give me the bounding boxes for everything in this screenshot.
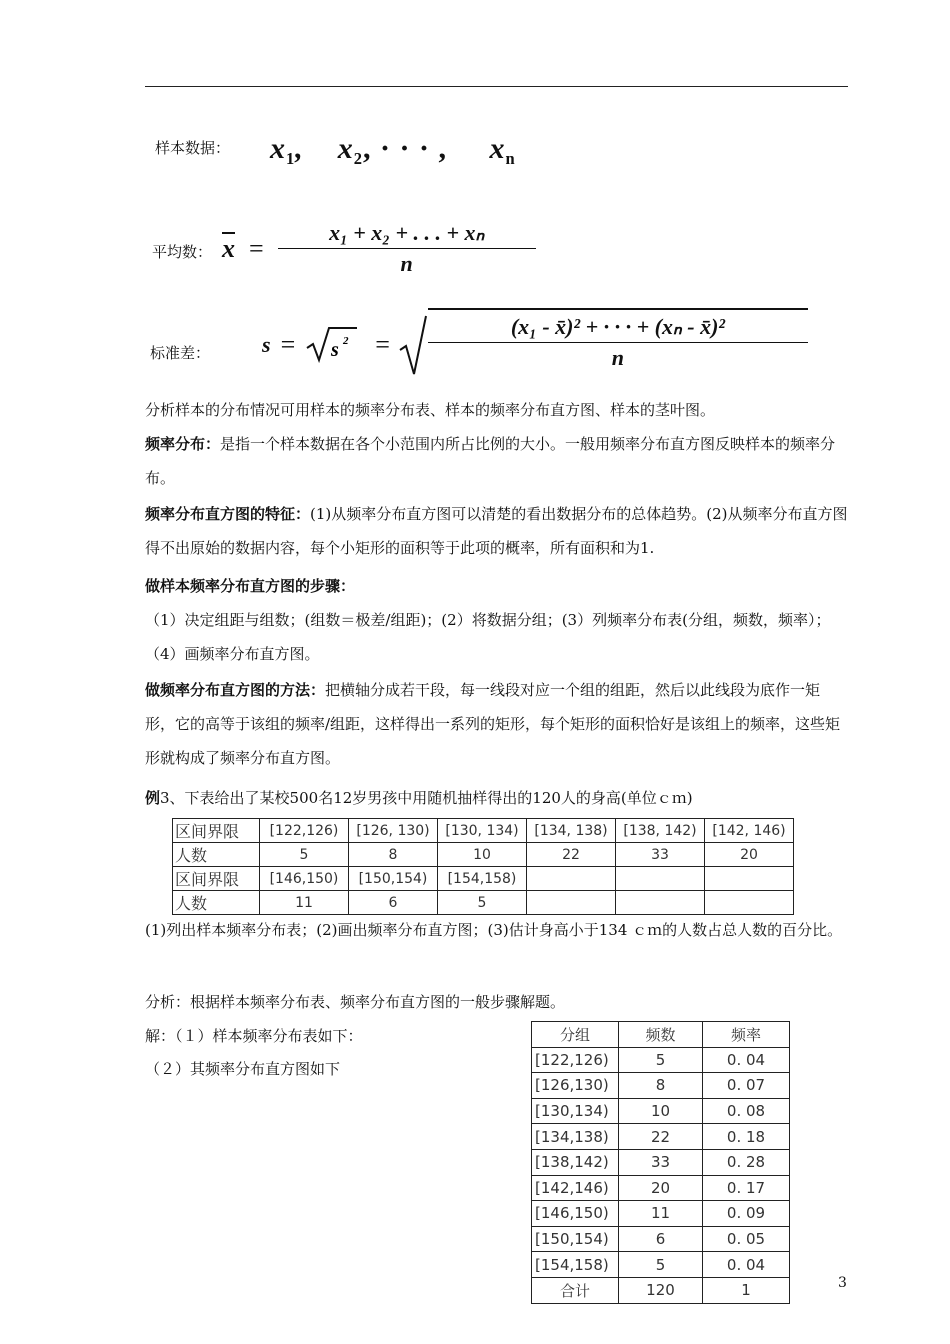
table-cell: 11 <box>619 1201 703 1227</box>
table-row <box>173 819 794 843</box>
table-row <box>173 843 794 867</box>
table-cell <box>705 867 794 891</box>
table-cell: [130, 134) <box>438 819 527 843</box>
table-cell: [150,154) <box>349 867 438 891</box>
table-row <box>532 1149 790 1175</box>
table-row <box>532 1124 790 1150</box>
para-analysis-methods: 分析样本的分布情况可用样本的频率分布表、样本的频率分布直方图、样本的茎叶图。 <box>145 401 716 419</box>
table-cell: 0. 28 <box>703 1149 790 1175</box>
table-cell: 5 <box>619 1252 703 1278</box>
table-cell: 0. 07 <box>703 1073 790 1099</box>
table-row <box>173 891 794 915</box>
table-cell <box>616 891 705 915</box>
table-cell: 8 <box>349 843 438 867</box>
table-cell: [138,142) <box>532 1149 619 1175</box>
table-cell: [146,150) <box>260 867 349 891</box>
std-s2-sup: 2 <box>343 335 349 347</box>
table-cell: [122,126) <box>532 1047 619 1073</box>
table-header-cell: 人数 <box>173 891 260 915</box>
table-cell: 0. 18 <box>703 1124 790 1150</box>
table-cell: 8 <box>619 1073 703 1099</box>
para-solution-1: 解：（１）样本频率分布表如下： <box>145 1027 363 1045</box>
table-cell: 11 <box>260 891 349 915</box>
para-solution-2: （２）其频率分布直方图如下 <box>145 1060 341 1078</box>
table-cell: 合计 <box>532 1277 619 1303</box>
table-cell: 5 <box>260 843 349 867</box>
table-header-cell: 频率 <box>703 1022 790 1048</box>
table-cell: [126, 130) <box>349 819 438 843</box>
table-cell: [122,126) <box>260 819 349 843</box>
table-cell <box>527 867 616 891</box>
table-header-cell: 区间界限 <box>173 867 260 891</box>
header-rule <box>145 86 848 87</box>
sample-data-formula: $x_1$, $x_2$, · · · , $x_n$ <box>270 132 516 168</box>
table-cell: 20 <box>619 1175 703 1201</box>
table-cell: 5 <box>619 1047 703 1073</box>
para-steps: （1）决定组距与组数；(组数＝极差/组距)；(2）将数据分组；(3）列频率分布表(分组，频数，频率）；（4）画频率分布直方图。 <box>145 611 831 663</box>
para-example3: 例3、下表给出了某校500名12岁男孩中用随机抽样得出的120人的身高(单位ｃｍ) <box>145 789 693 807</box>
table-cell: 5 <box>438 891 527 915</box>
table-row <box>532 1201 790 1227</box>
table-cell: 120 <box>619 1277 703 1303</box>
table-cell: [146,150) <box>532 1201 619 1227</box>
table-cell: 22 <box>619 1124 703 1150</box>
table-cell <box>705 891 794 915</box>
table-header-cell: 区间界限 <box>173 819 260 843</box>
table-row <box>532 1047 790 1073</box>
table-cell: 0. 17 <box>703 1175 790 1201</box>
table-header-cell: 频数 <box>619 1022 703 1048</box>
table-cell: 20 <box>705 843 794 867</box>
table-cell: 33 <box>616 843 705 867</box>
table-cell <box>616 867 705 891</box>
sqrt-sign-icon <box>305 326 359 364</box>
para-questions: (1)列出样本频率分布表；(2)画出频率分布直方图；(3)估计身高小于134 ｃｍ的人数占总人数的百分比。 <box>145 921 843 939</box>
table-cell: 22 <box>527 843 616 867</box>
table-row <box>173 867 794 891</box>
table-cell <box>527 891 616 915</box>
table-cell: 10 <box>438 843 527 867</box>
table-cell: 0. 05 <box>703 1226 790 1252</box>
table-cell: 0. 04 <box>703 1252 790 1278</box>
frequency-distribution-table <box>531 1021 790 1304</box>
para-analysis: 分析：根据样本频率分布表、频率分布直方图的一般步骤解题。 <box>145 993 566 1011</box>
table-cell: [130,134) <box>532 1098 619 1124</box>
big-sqrt-sign-icon <box>398 314 428 376</box>
table-cell: [142,146) <box>532 1175 619 1201</box>
std-formula: s = s 2 = $\frac{\text{(x₁ - x̄)² + · · · + (xₙ - x̄)²}}{n}$ <box>262 314 808 376</box>
table-cell: [126,130) <box>532 1073 619 1099</box>
height-data-table <box>172 818 794 915</box>
table-cell: [142, 146) <box>705 819 794 843</box>
table-row <box>532 1073 790 1099</box>
table-row <box>532 1098 790 1124</box>
table-cell: [134, 138) <box>527 819 616 843</box>
table-cell: [154,158) <box>438 867 527 891</box>
table-cell: 0. 09 <box>703 1201 790 1227</box>
mean-formula: $\overline{x}$ = $\frac{\text{x₁ + x₂ + . . . + xₙ}}{n}$ <box>222 220 536 277</box>
table-cell: 1 <box>703 1277 790 1303</box>
table-cell: 6 <box>349 891 438 915</box>
table-row <box>532 1175 790 1201</box>
table-cell: [138, 142) <box>616 819 705 843</box>
table-total-row <box>532 1277 790 1303</box>
std-s2-text: s <box>331 339 340 361</box>
para-steps-title: 做样本频率分布直方图的步骤： <box>145 577 356 595</box>
page-number: 3 <box>838 1275 847 1291</box>
sample-data-label: 样本数据： <box>155 139 231 157</box>
table-header-cell: 人数 <box>173 843 260 867</box>
para-freq-dist: 频率分布：是指一个样本数据在各个小范围内所占比例的大小。一般用频率分布直方图反映样本的频率分布。 <box>145 435 836 487</box>
para-method: 做频率分布直方图的方法：把横轴分成若干段，每一线段对应一个组的组距，然后以此线段为底作一矩形，它的高等于该组的频率/组距，这样得出一系列的矩形，每个矩形的面积恰好是该组上的频率，这些矩形就构成了频率分布直方图。 <box>145 681 841 767</box>
std-label: 标准差： <box>150 344 211 362</box>
table-cell: 6 <box>619 1226 703 1252</box>
table-cell: 10 <box>619 1098 703 1124</box>
table-row <box>532 1226 790 1252</box>
mean-label: 平均数： <box>152 243 213 261</box>
table-header-cell: 分组 <box>532 1022 619 1048</box>
table-cell: [150,154) <box>532 1226 619 1252</box>
table-cell: 0. 08 <box>703 1098 790 1124</box>
table-cell: 33 <box>619 1149 703 1175</box>
table-cell: 0. 04 <box>703 1047 790 1073</box>
table-cell: [154,158) <box>532 1252 619 1278</box>
para-histogram-features: 频率分布直方图的特征：(1)从频率分布直方图可以清楚的看出数据分布的总体趋势。(2)从频率分布直方图得不出原始的数据内容，每个小矩形的面积等于此项的概率，所有面积和为1. <box>145 505 848 557</box>
table-header-row <box>532 1022 790 1048</box>
table-row <box>532 1252 790 1278</box>
table-cell: [134,138) <box>532 1124 619 1150</box>
